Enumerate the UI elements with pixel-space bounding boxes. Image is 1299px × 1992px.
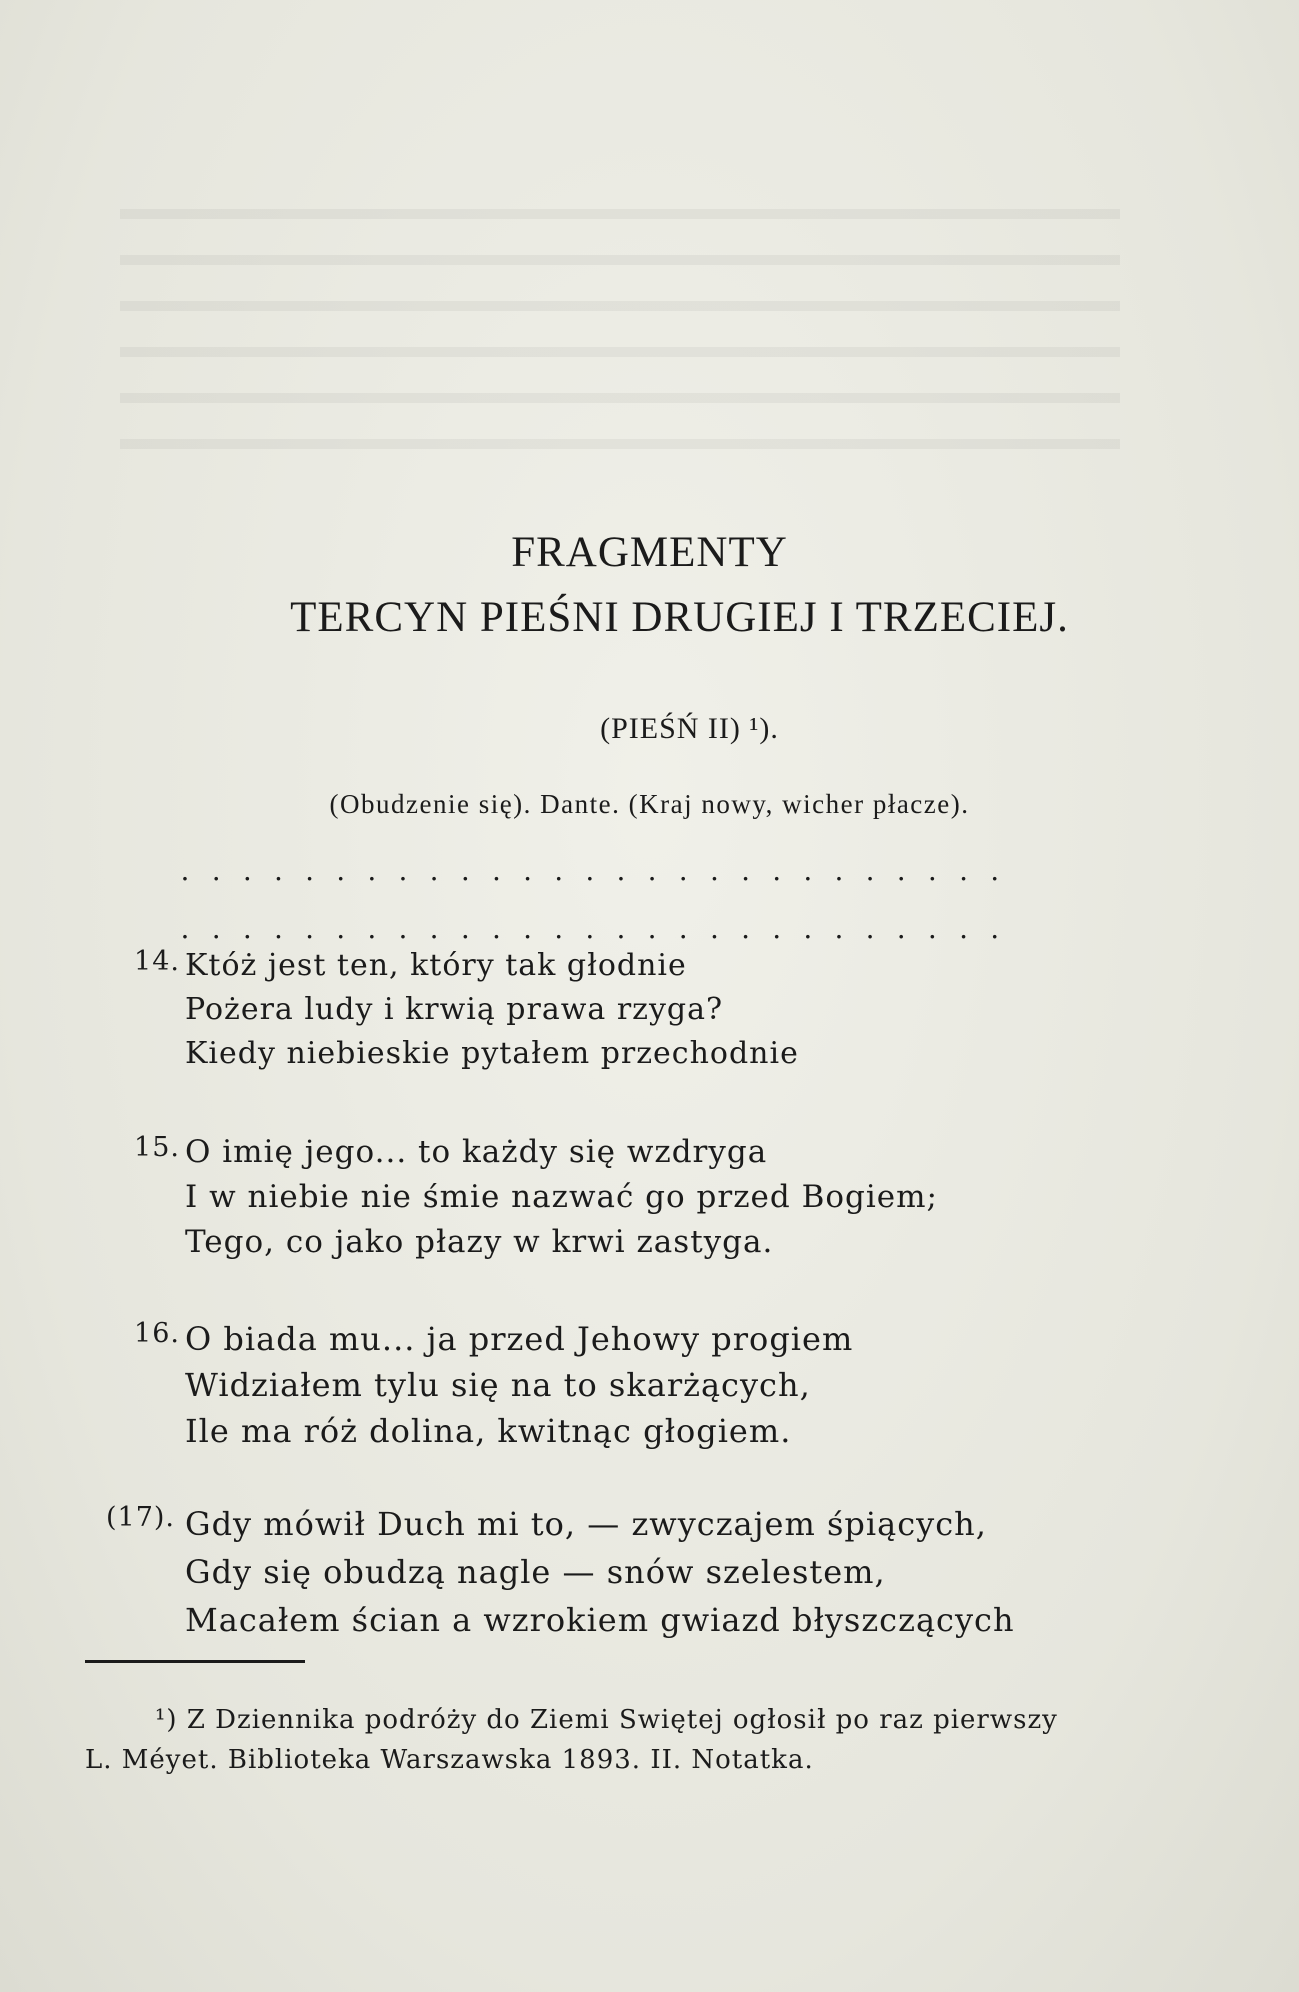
ellipsis-dot: . [180,854,190,887]
footnote-line-1: ¹) Z Dziennika podróży do Ziemi Swiętej ogłosił po raz pierwszy [155,1705,1058,1735]
ellipsis-dot: . [896,854,906,887]
ellipsis-dot: . [803,854,813,887]
ellipsis-dot: . [429,912,439,945]
stanza-number: 16. [134,1318,180,1349]
ellipsis-dot: . [834,854,844,887]
title-line-2: TERCYN PIEŚNI DRUGIEJ I TRZECIEJ. [290,594,1069,641]
verse-line: O imię jego... to każdy się wzdryga [185,1134,768,1170]
bleed-through-texture [120,175,1120,475]
stanza-number: (17). [105,1502,175,1533]
ellipsis-dot: . [367,854,377,887]
ellipsis-dot: . [305,912,315,945]
ellipsis-dot: . [896,912,906,945]
ellipsis-row-2 [180,912,1000,945]
ellipsis-dot: . [242,912,252,945]
ellipsis-dot: . [273,854,283,887]
stanza-lines [185,944,799,1076]
footnote-rule [85,1660,305,1663]
stanza-lines [185,1500,1015,1644]
verse-line: Tego, co jako płazy w krwi zastyga. [185,1224,774,1260]
ellipsis-dot: . [273,912,283,945]
verse-line: Kiedy niebieskie pytałem przechodnie [185,1036,799,1071]
ellipsis-dot: . [803,912,813,945]
ellipsis-dot: . [429,854,439,887]
verse-line: Macałem ścian a wzrokiem gwiazd błyszczących [185,1601,1015,1639]
ellipsis-dot: . [523,912,532,945]
ellipsis-dot: . [336,912,346,945]
ellipsis-dot: . [460,912,470,945]
ellipsis-dot: . [616,854,626,887]
stanza-lines [185,1316,853,1454]
ellipsis-dot: . [491,912,501,945]
ellipsis-dot: . [834,912,844,945]
ellipsis-dot: . [398,854,408,887]
verse-line: O biada mu... ja przed Jehowy progiem [185,1320,854,1358]
ellipsis-dot: . [709,912,719,945]
ellipsis-dot: . [678,912,688,945]
verse-line: Gdy się obudzą nagle — snów szelestem, [185,1553,886,1591]
ellipsis-dot: . [491,854,501,887]
ellipsis-dot: . [741,854,750,887]
verse-line: Któż jest ten, który tak głodnie [185,948,687,983]
footnote-line-2: L. Méyet. Biblioteka Warszawska 1893. II. Notatka. [85,1745,814,1775]
ellipsis-dot: . [927,912,937,945]
verse-line: Pożera ludy i krwią prawa rzyga? [185,992,724,1027]
ellipsis-dot: . [772,854,782,887]
ellipsis-dot: . [709,854,719,887]
title-line-1: FRAGMENTY [511,529,788,576]
ellipsis-dot: . [772,912,782,945]
ellipsis-dot: . [647,854,657,887]
ellipsis-dot: . [242,854,252,887]
stanza-lines [185,1130,938,1265]
ellipsis-dot: . [741,912,750,945]
ellipsis-dot: . [959,912,968,945]
ellipsis-dot: . [554,854,564,887]
ellipsis-dot: . [959,854,968,887]
ellipsis-dot: . [990,854,1000,887]
verse-line: Gdy mówił Duch mi to, — zwyczajem śpiących, [185,1505,987,1543]
ellipsis-dot: . [585,854,595,887]
stanza-number: 15. [134,1132,180,1163]
verse-line: Widziałem tylu się na to skarżących, [185,1366,811,1404]
ellipsis-dot: . [554,912,564,945]
ellipsis-row-1 [180,854,1000,887]
ellipsis-dot: . [336,854,346,887]
verse-line: I w niebie nie śmie nazwać go przed Bogiem; [185,1179,938,1215]
verse-line: Ile ma róż dolina, kwitnąc głogiem. [185,1412,792,1450]
ellipsis-dot: . [460,854,470,887]
section-heading: (PIEŚŃ II) ¹). [600,712,779,745]
ellipsis-dot: . [865,912,875,945]
ellipsis-dot: . [211,854,221,887]
ellipsis-dot: . [990,912,1000,945]
ellipsis-dot: . [927,854,937,887]
ellipsis-dot: . [616,912,626,945]
footnote [85,1700,1085,1780]
ellipsis-dot: . [865,854,875,887]
ellipsis-dot: . [305,854,315,887]
ellipsis-dot: . [211,912,221,945]
ellipsis-dot: . [180,912,190,945]
ellipsis-dot: . [367,912,377,945]
ellipsis-dot: . [585,912,595,945]
ellipsis-dot: . [398,912,408,945]
subtitle: (Obudzenie się). Dante. (Kraj nowy, wicher płacze). [329,789,970,819]
stanza-number: 14. [134,946,180,977]
ellipsis-dot: . [678,854,688,887]
ellipsis-dot: . [523,854,532,887]
ellipsis-dot: . [647,912,657,945]
